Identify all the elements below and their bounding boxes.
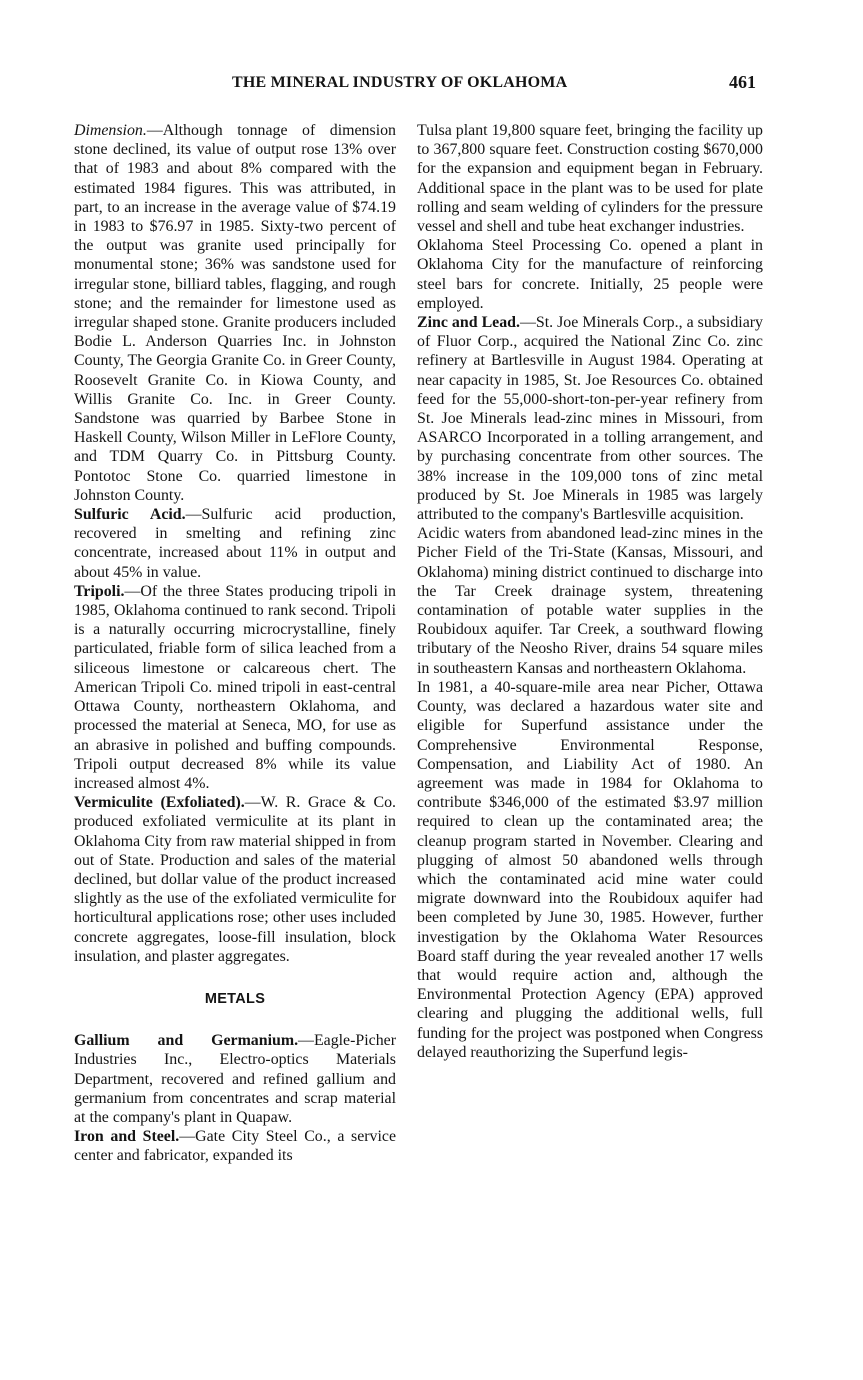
run-in-heading-dimension: Dimension. xyxy=(74,122,147,139)
paragraph-gallium-germanium xyxy=(74,1031,396,1127)
run-in-heading-zinc-lead: Zinc and Lead. xyxy=(417,314,520,332)
right-column xyxy=(417,121,763,1062)
paragraph-superfund: In 1981, a 40-square-mile area near Picher, Ottawa County, was declared a hazardous water site and eligible for Superfund assistance under the Comprehensive Environmental Response, Compensation, and Liability Act of 1980. An agreement was made in 1984 for Oklahoma to contribute $346,000 of the estimated $3.97 million required to clean up the contaminated area; the cleanup program started in November. Clearing and plugging of almost 50 abandoned wells through which the contaminated acid mine water could migrate downward into the Roubidoux aquifer had been completed by June 30, 1985. However, further investigation by the Oklahoma Water Resources Board staff during the year revealed another 17 wells that would require action and, although the Environmental Protection Agency (EPA) approved clearing and plugging the additional wells, full funding for the project was postponed when Congress delayed reauthorizing the Superfund legis- xyxy=(417,678,763,1061)
page-number: 461 xyxy=(729,72,756,92)
run-in-heading-iron-steel: Iron and Steel. xyxy=(74,1128,180,1146)
run-in-heading-vermiculite: Vermiculite (Exfoliated). xyxy=(74,794,245,812)
run-in-heading-tripoli: Tripoli. xyxy=(74,582,125,600)
paragraph-iron-steel xyxy=(74,1127,396,1165)
paragraph-acidic-waters: Acidic waters from abandoned lead-zinc mines in the Picher Field of the Tri-State (Kansas, Missouri, and Oklahoma) mining district continued to discharge into the Tar Creek drainage system, threatening contamination of potable water supplies in the Roubidoux aquifer. Tar Creek, a southward flowing tributary of the Neosho River, drains 54 square miles in southeastern Kansas and northeastern Oklahoma. xyxy=(417,525,763,677)
paragraph-body: —Although tonnage of dimension stone declined, its value of output rose 13% over that of 1983 and about 8% compared with the estimated 1984 figures. This was attributed, in part, to an increase in the average value of $74.19 in 1983 to $76.97 in 1985. Sixty-two percent of the output was granite used principally for monumental stone; 36% was sandstone used for irregular stone, billiard tables, flagging, and rough stone; and the remainder for limestone used as irregular shaped stone. Granite producers included Bodie L. Anderson Quarries Inc. in Johnston County, The Georgia Granite Co. in Greer County, Roosevelt Granite Co. in Kiowa County, and Willis Granite Co. Inc. in Greer County. Sandstone was quarried by Barbee Stone in Haskell County, Wilson Miller in LeFlore County, and TDM Quarry Co. in Pittsburg County. Pontotoc Stone Co. quarried limestone in Johnston County. xyxy=(74,122,396,504)
paragraph-tripoli xyxy=(74,582,396,793)
paragraph-body: —W. R. Grace & Co. produced exfoliated vermiculite at its plant in Oklahoma City from raw material shipped in from out of State. Production and sales of the material declined, but dollar value of the product increased slightly as the use of the exfoliated vermiculite for horticultural applications rose; other uses included concrete aggregates, loose-fill insulation, block insulation, and plaster aggregates. xyxy=(74,794,397,965)
section-heading-metals: METALS xyxy=(204,990,266,1007)
run-in-heading-gallium: Gallium and Germanium. xyxy=(74,1032,299,1050)
paragraph-body: —Of the three States producing tripoli in 1985, Oklahoma continued to rank second. Tripoli is a naturally occurring microcrystalline, finely particulated, friable form of silica leached from a siliceous limestone or calcareous chert. The American Tripoli Co. mined tripoli in east-central Ottawa County, northeastern Oklahoma, and processed the material at Seneca, MO, for use as an abrasive in polished and buffing compounds. Tripoli output decreased 8% while its value increased almost 4%. xyxy=(74,582,396,792)
running-head-title: THE MINERAL INDUSTRY OF OKLAHOMA xyxy=(232,74,568,91)
paragraph-body: —Gate City Steel Co., a service center and fabricator, expanded its xyxy=(74,1128,397,1165)
paragraph-sulfuric-acid xyxy=(74,505,396,582)
paragraph-oklahoma-steel: Oklahoma Steel Processing Co. opened a plant in Oklahoma City for the manufacture of reinforcing steel bars for concrete. Initially, 25 people were employed. xyxy=(417,237,763,312)
paragraph-dimension xyxy=(74,121,396,505)
paragraph-body: —Eagle-Picher Industries Inc., Electro-optics Materials Department, recovered and refined gallium and germanium from concentrates and scrap material at the company's plant in Quapaw. xyxy=(74,1032,396,1126)
paragraph-iron-steel-continued: Tulsa plant 19,800 square feet, bringing the facility up to 367,800 square feet. Construction costing $670,000 for the expansion and equipment began in February. Additional space in the plant was to be used for plate rolling and seam welding of cylinders for the pressure vessel and shell and tube heat exchanger industries. xyxy=(417,122,763,236)
left-column xyxy=(74,121,396,1166)
paragraph-body: —Sulfuric acid production, recovered in smelting and refining zinc concentrate, increased about 11% in output and about 45% in value. xyxy=(74,506,396,581)
run-in-heading-sulfuric-acid: Sulfuric Acid. xyxy=(74,506,186,524)
paragraph-vermiculite xyxy=(74,793,396,966)
paragraph-zinc-lead xyxy=(417,313,763,524)
paragraph-body: —St. Joe Minerals Corp., a subsidiary of Fluor Corp., acquired the National Zinc Co. zinc refinery at Bartlesville in August 1984. Operating at near capacity in 1985, St. Joe Resources Co. obtained feed for the 55,000-short-ton-per-year refinery from St. Joe Minerals lead-zinc mines in Missouri, from ASARCO Incorporated in a tolling arrangement, and by purchasing concentrate from other sources. The 38% increase in the 109,000 tons of zinc metal produced by St. Joe Minerals in 1985 was largely attributed to the company's Bartlesville acquisition. xyxy=(417,314,763,524)
